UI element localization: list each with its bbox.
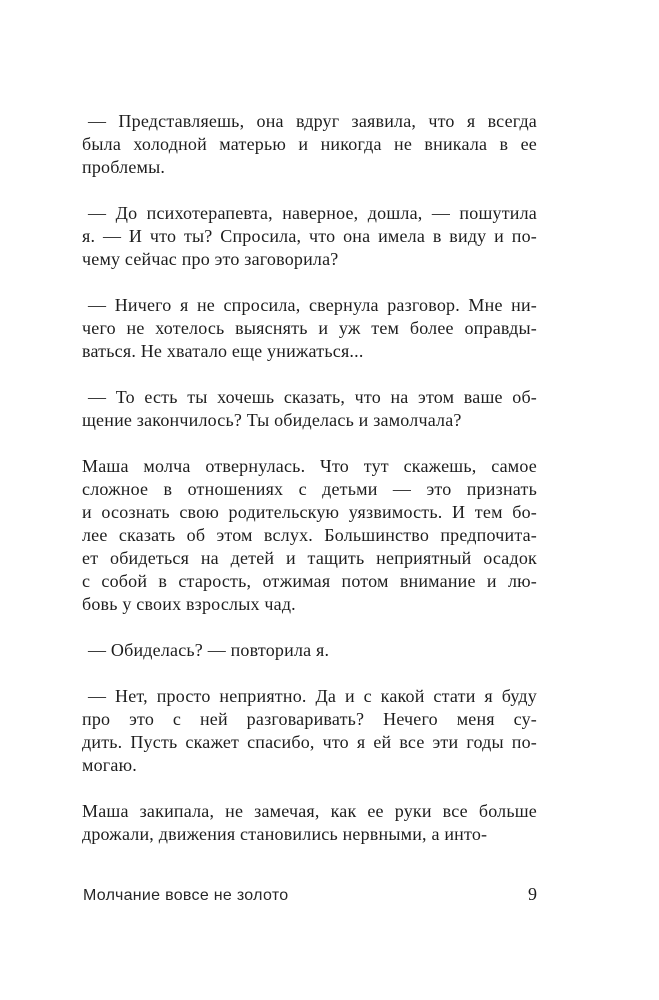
paragraph: [82, 386, 537, 432]
page-text: [82, 110, 537, 869]
text-line: щение закончилось? Ты обиделась и замолчала?: [82, 410, 462, 430]
text-line: я. — И что ты? Спросила, что она имела в виду и по-: [82, 226, 537, 246]
text-line: ваться. Не хватало еще унижаться...: [82, 341, 364, 361]
text-line: проблемы.: [82, 157, 166, 177]
text-line: — Ничего я не спросила, свернула разговор. Мне ни-: [88, 295, 537, 315]
paragraph: [82, 685, 537, 777]
paragraph: [82, 110, 537, 179]
running-footer: [83, 884, 537, 905]
paragraph: [82, 455, 537, 616]
text-line: и осознать свою родительскую уязвимость. И тем бо-: [82, 502, 537, 522]
text-line: Маша закипала, не замечая, как ее руки все больше: [82, 801, 537, 821]
text-line: лее сказать об этом вслух. Большинство предпочита-: [82, 525, 537, 545]
text-line: Маша молча отвернулась. Что тут скажешь, самое: [82, 456, 537, 476]
text-line: чего не хотелось выяснять и уж тем более оправды-: [82, 318, 537, 338]
paragraph: [82, 639, 537, 662]
text-line: могаю.: [82, 755, 137, 775]
text-line: — Представляешь, она вдруг заявила, что я всегда: [88, 111, 537, 131]
text-line: чему сейчас про это заговорила?: [82, 249, 339, 269]
text-line: бовь у своих взрослых чад.: [82, 594, 296, 614]
paragraph: [82, 202, 537, 271]
text-line: была холодной матерью и никогда не вникала в ее: [82, 134, 537, 154]
text-line: ет обидеться на детей и тащить неприятный осадок: [82, 548, 537, 568]
footer-running-title: Молчание вовсе не золото: [83, 887, 289, 904]
text-line: — Обиделась? — повторила я.: [88, 640, 330, 660]
text-line: сложное в отношениях с детьми — это признать: [82, 479, 537, 499]
text-line: дить. Пусть скажет спасибо, что я ей все эти годы по-: [82, 732, 537, 752]
text-line: — До психотерапевта, наверное, дошла, — пошутила: [88, 203, 537, 223]
page-number: 9: [528, 884, 537, 904]
text-line: с собой в старость, отжимая потом внимание и лю-: [82, 571, 537, 591]
text-line: про это с ней разговаривать? Нечего меня су-: [82, 709, 537, 729]
text-line: дрожали, движения становились нервными, а инто-: [82, 824, 488, 844]
paragraph: [82, 294, 537, 363]
text-line: — Нет, просто неприятно. Да и с какой стати я буду: [88, 686, 537, 706]
paragraph: [82, 800, 537, 846]
text-line: — То есть ты хочешь сказать, что на этом ваше об-: [88, 387, 537, 407]
